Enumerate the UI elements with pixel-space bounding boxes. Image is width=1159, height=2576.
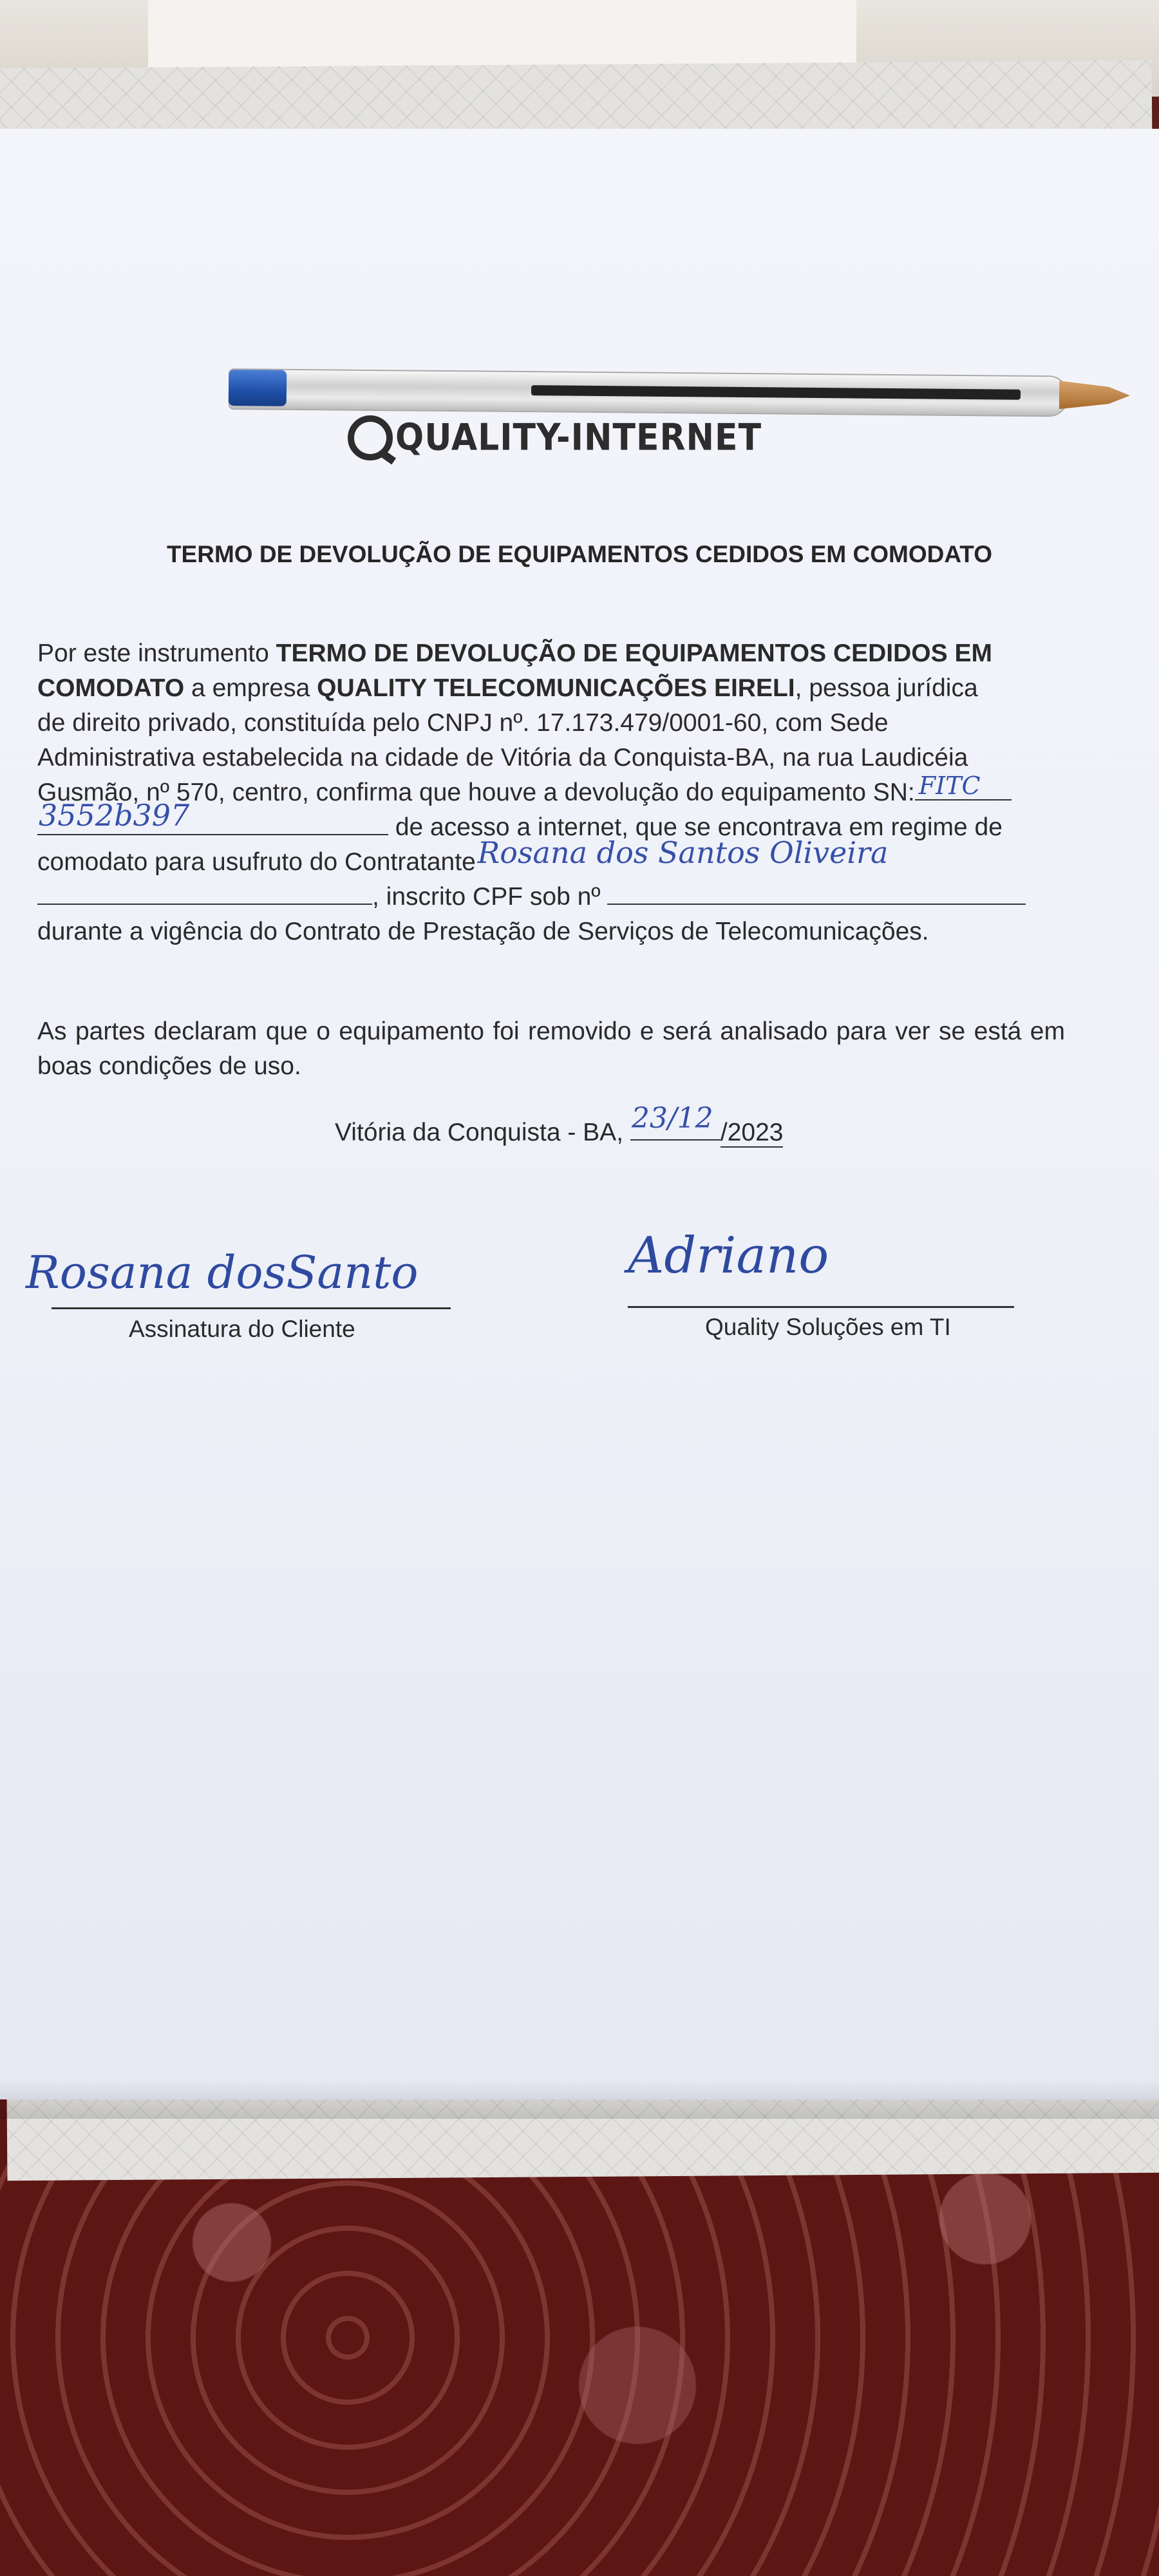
date-blank (630, 1102, 721, 1141)
text-segment: , inscrito CPF sob nº (372, 883, 601, 911)
client-signature: Rosana dosSanto (26, 1246, 419, 1299)
paragraph-1-line-4: Administrativa estabelecida na cidade de Vitória da Conquista-BA, na rua Laudicéia (37, 744, 968, 772)
sn-blank-1 (915, 772, 1012, 800)
place-text: Vitória da Conquista - BA, (335, 1119, 630, 1146)
text-segment: a empresa (184, 674, 317, 702)
paragraph-1-line-8 (37, 880, 1065, 914)
name-blank (37, 882, 372, 905)
logo-q-icon (348, 415, 393, 460)
text-segment: , pessoa jurídica (795, 674, 978, 702)
text-segment: de acesso a internet, que se encontrava em regime de (388, 813, 1003, 841)
client-signature-line (52, 1307, 451, 1309)
company-signature: Adriano (628, 1227, 829, 1285)
paragraph-1-line-9: durante a vigência do Contrato de Prestação de Serviços de Telecomunicações. (37, 918, 929, 945)
paragraph-1-line-5 (37, 772, 1065, 810)
paragraph-1 (37, 636, 1065, 949)
handwritten-contratante: Rosana dos Santos Oliveira (477, 835, 889, 870)
pen-tip (1059, 381, 1130, 410)
paragraph-1-line-7 (37, 835, 1065, 880)
handwritten-sn-1: FITC (918, 772, 981, 800)
logo-text: QUALITY-INTERNET (395, 417, 762, 459)
client-signature-label: Assinatura do Cliente (129, 1316, 355, 1342)
place-date (335, 1102, 784, 1147)
paragraph-2: As partes declaram que o equipamento foi removido e será analisado para ver se está em boas condições de uso. (37, 1018, 1065, 1080)
text-segment: Por este instrumento (37, 639, 276, 667)
paragraph-1-line-2 (37, 671, 1065, 706)
contratante-blank (477, 835, 1024, 870)
bold-segment: TERMO DE DEVOLUÇÃO DE EQUIPAMENTOS CEDIDOS EM (276, 639, 992, 667)
pen (229, 361, 1159, 427)
paragraph-1-line-1 (37, 636, 1065, 671)
year-text: /2023 (720, 1119, 784, 1146)
sheet-bottom-shadow (0, 2080, 1159, 2119)
company-signature-label: Quality Soluções em TI (705, 1314, 951, 1340)
pen-cap (229, 370, 287, 406)
paragraph-1-line-3: de direito privado, constituída pelo CNPJ nº. 17.173.479/0001-60, com Sede (37, 709, 889, 737)
document-title: TERMO DE DEVOLUÇÃO DE EQUIPAMENTOS CEDIDOS EM COMODATO (166, 541, 993, 567)
handwritten-date: 23/12 (631, 1102, 713, 1135)
handwritten-sn-2: 3552b397 (39, 798, 190, 833)
bold-segment: COMODATO (37, 674, 185, 702)
text-segment: comodato para usufruto do Contratante (37, 848, 476, 876)
text-segment: Gusmão, nº 570, centro, confirma que houve a devolução do equipamento SN: (37, 779, 915, 806)
company-signature-line (628, 1306, 1014, 1308)
cpf-blank (607, 882, 1026, 905)
sn-blank-2 (37, 798, 388, 835)
company-name: QUALITY TELECOMUNICAÇÕES EIRELI (317, 674, 795, 702)
